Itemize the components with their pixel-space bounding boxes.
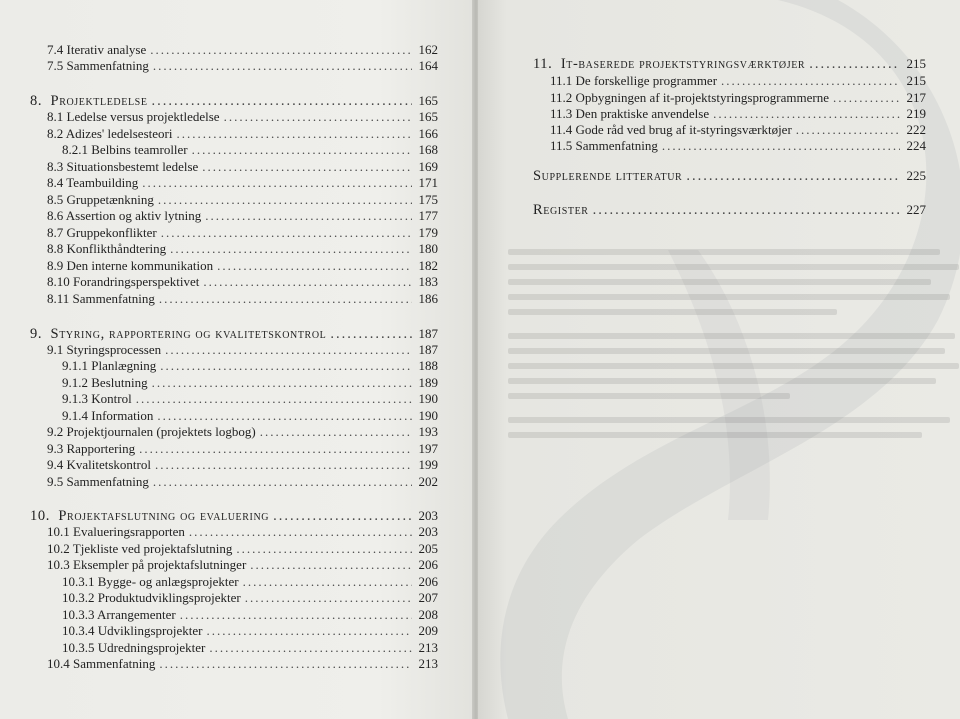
toc-page-number: 177 — [418, 208, 438, 223]
toc-entry — [550, 122, 926, 138]
dot-leader — [176, 126, 412, 142]
toc-entry — [47, 241, 438, 257]
toc-entry-label: Projektjournalen (projektets logbog) — [66, 424, 256, 439]
dot-leader — [152, 93, 412, 109]
toc-entry-title — [47, 342, 161, 358]
toc-page-number: 224 — [906, 138, 926, 153]
toc-entry-label: Supplerende litteratur — [533, 168, 683, 184]
toc-page-number: 227 — [906, 202, 926, 217]
toc-entry — [47, 457, 438, 473]
toc-entry — [62, 623, 438, 639]
toc-page-number: 213 — [418, 640, 438, 655]
dot-leader — [833, 90, 900, 106]
toc-entry-label: Sammenfatning — [66, 474, 149, 489]
dot-leader — [136, 391, 412, 407]
toc-page-number: 202 — [418, 474, 438, 489]
toc-entry — [62, 142, 438, 158]
toc-page-number: 162 — [418, 42, 438, 57]
toc-entry — [47, 524, 438, 540]
toc-entry-title — [62, 358, 156, 374]
toc-entry-label: Eksempler på projektafslutninger — [73, 557, 247, 572]
dot-leader — [139, 441, 412, 457]
show-through-paragraph — [508, 240, 960, 500]
toc-entry — [47, 541, 438, 557]
dot-leader — [159, 656, 412, 672]
toc-entry-number: 8.10 — [47, 274, 70, 289]
toc-entry-number: 8.1 — [47, 109, 64, 124]
toc-page-number: 206 — [418, 574, 438, 589]
toc-page-number: 197 — [418, 441, 438, 456]
toc-entry-number: 10.3.2 — [62, 590, 95, 605]
dot-leader — [159, 291, 412, 307]
toc-entry-title — [47, 291, 155, 307]
dot-leader — [713, 106, 900, 122]
toc-chapter-entry — [533, 168, 926, 184]
toc-entry — [62, 590, 438, 606]
toc-entry-label: Sammenfatning — [72, 291, 155, 306]
dot-leader — [796, 122, 900, 138]
toc-entry-number: 8.5 — [47, 192, 64, 207]
toc-page-number: 193 — [418, 424, 438, 439]
toc-entry-number: 9.5 — [47, 474, 64, 489]
dot-leader — [273, 508, 412, 524]
toc-page-number: 206 — [418, 557, 438, 572]
toc-page-number: 225 — [906, 168, 926, 183]
toc-entry-title — [47, 109, 220, 125]
toc-entry — [62, 408, 438, 424]
dot-leader — [152, 375, 412, 391]
toc-entry-label: Bygge- og anlægsprojekter — [97, 574, 239, 589]
dot-leader — [157, 408, 412, 424]
dot-leader — [161, 225, 412, 241]
toc-entry-title — [47, 424, 256, 440]
toc-entry-number: 9.1.3 — [62, 391, 88, 406]
toc-entry-number: 11.3 — [550, 106, 573, 121]
toc-entry-label: Sammenfatning — [575, 138, 658, 153]
toc-page-number: 207 — [418, 590, 438, 605]
dot-leader — [189, 524, 412, 540]
toc-entry-label: Arrangementer — [97, 607, 176, 622]
toc-entry-label: Udviklingsprojekter — [97, 623, 203, 638]
toc-entry-title — [62, 408, 153, 424]
toc-entry — [47, 258, 438, 274]
toc-page-number: 213 — [418, 656, 438, 671]
toc-entry-number: 10.3.3 — [62, 607, 95, 622]
dot-leader — [330, 326, 412, 342]
toc-entry-title — [47, 225, 157, 241]
toc-entry-label: Projektafslutning og evaluering — [58, 508, 270, 524]
toc-entry-label: Belbins teamroller — [91, 142, 188, 157]
dot-leader — [206, 623, 412, 639]
toc-entry — [62, 358, 438, 374]
toc-entry-number: 10.1 — [47, 524, 70, 539]
toc-page-number: 222 — [906, 122, 926, 137]
toc-entry-label: Projektledelse — [50, 93, 148, 109]
dot-leader — [142, 175, 412, 191]
toc-page-number: 186 — [418, 291, 438, 306]
toc-page-number: 164 — [418, 58, 438, 73]
toc-entry-number: 8.2 — [47, 126, 64, 141]
toc-page-number: 168 — [418, 142, 438, 157]
toc-entry-label: Teambuilding — [66, 175, 139, 190]
toc-entry — [62, 607, 438, 623]
toc-entry — [47, 225, 438, 241]
dot-leader — [260, 424, 412, 440]
toc-entry-title — [47, 58, 149, 74]
toc-entry-title — [47, 441, 135, 457]
toc-entry-number: 8.3 — [47, 159, 64, 174]
toc-entry — [47, 42, 438, 58]
toc-entry-label: Situationsbestemt ledelse — [66, 159, 199, 174]
toc-page-number: 189 — [418, 375, 438, 390]
toc-chapter-entry — [30, 508, 438, 524]
toc-page-number: 205 — [418, 541, 438, 556]
toc-entry — [47, 474, 438, 490]
dot-leader — [160, 358, 412, 374]
toc-entry-title — [47, 274, 199, 290]
toc-entry-label: Gode råd ved brug af it-styringsværktøjer — [575, 122, 792, 137]
toc-entry-title — [47, 159, 198, 175]
toc-entry-number: 10. — [30, 508, 50, 524]
dot-leader — [243, 574, 412, 590]
dot-leader — [180, 607, 412, 623]
toc-entry-number: 10.3.5 — [62, 640, 95, 655]
toc-entry-title — [47, 656, 155, 672]
toc-page-number: 217 — [906, 90, 926, 105]
toc-entry-label: Evalueringsrapporten — [73, 524, 185, 539]
toc-entry-label: Den praktiske anvendelse — [575, 106, 710, 121]
dot-leader — [224, 109, 412, 125]
toc-entry — [62, 391, 438, 407]
toc-entry — [550, 73, 926, 89]
toc-chapter-entry — [30, 326, 438, 342]
toc-entry-number: 9.2 — [47, 424, 64, 439]
toc-page-number: 166 — [418, 126, 438, 141]
toc-entry-title — [30, 508, 269, 524]
toc-entry-number: 9.1 — [47, 342, 64, 357]
toc-entry-label: Rapportering — [66, 441, 136, 456]
toc-page-number: 182 — [418, 258, 438, 273]
toc-entry-label: Produktudviklingsprojekter — [97, 590, 241, 605]
toc-page-number: 219 — [906, 106, 926, 121]
toc-entry — [47, 424, 438, 440]
toc-entry-label: Udredningsprojekter — [97, 640, 206, 655]
dot-leader — [153, 474, 412, 490]
toc-entry — [47, 126, 438, 142]
toc-entry-label: Styring, rapportering og kvalitetskontrol — [50, 326, 327, 342]
toc-entry-title — [62, 142, 188, 158]
toc-entry-label: Styringsprocessen — [66, 342, 162, 357]
toc-entry-label: Beslutning — [91, 375, 148, 390]
toc-entry-label: Iterativ analyse — [66, 42, 147, 57]
toc-entry-label: Opbygningen af it-projektstyringsprogrammerne — [575, 90, 829, 105]
dot-leader — [192, 142, 412, 158]
dot-leader — [209, 640, 412, 656]
toc-entry-number: 9.1.2 — [62, 375, 88, 390]
toc-entry-number: 11.4 — [550, 122, 573, 137]
toc-entry-title — [550, 73, 717, 89]
toc-entry-label: Ledelse versus projektledelse — [66, 109, 220, 124]
toc-entry-title — [550, 122, 792, 138]
toc-entry-title — [47, 258, 213, 274]
toc-entry-title — [62, 590, 241, 606]
dot-leader — [203, 274, 412, 290]
toc-entry — [47, 291, 438, 307]
toc-entry-number: 10.3.1 — [62, 574, 95, 589]
toc-entry-number: 8.6 — [47, 208, 64, 223]
toc-entry-title — [62, 607, 176, 623]
toc-entry — [47, 159, 438, 175]
toc-entry-title — [47, 457, 151, 473]
toc-page-number: 187 — [418, 342, 438, 357]
toc-entry-title — [62, 375, 148, 391]
toc-entry-label: Register — [533, 202, 589, 218]
toc-chapter-entry — [30, 93, 438, 109]
toc-entry — [62, 375, 438, 391]
toc-entry-number: 9.1.4 — [62, 408, 88, 423]
toc-entry-label: Forandringsperspektivet — [73, 274, 200, 289]
toc-entry-title — [62, 391, 132, 407]
toc-page-number: 180 — [418, 241, 438, 256]
toc-entry-number: 10.3 — [47, 557, 70, 572]
toc-entry-title — [30, 326, 326, 342]
toc-entry-title — [62, 574, 239, 590]
toc-entry-label: Gruppetænkning — [66, 192, 154, 207]
toc-entry-label: Den interne kommunikation — [66, 258, 214, 273]
toc-chapter-entry — [533, 202, 926, 218]
toc-entry-title — [47, 541, 232, 557]
toc-entry-title — [533, 168, 682, 184]
dot-leader — [245, 590, 412, 606]
toc-entry-title — [62, 623, 202, 639]
toc-entry-title — [47, 192, 154, 208]
toc-entry-number: 9. — [30, 326, 43, 342]
dot-leader — [158, 192, 412, 208]
toc-entry — [62, 574, 438, 590]
toc-page-number: 169 — [418, 159, 438, 174]
toc-page-number: 187 — [418, 326, 438, 341]
toc-entry-title — [47, 524, 185, 540]
toc-entry-title — [47, 42, 146, 58]
dot-leader — [170, 241, 412, 257]
toc-entry — [47, 208, 438, 224]
toc-entry-title — [47, 241, 166, 257]
toc-entry-label: Sammenfatning — [66, 58, 149, 73]
toc-entry-number: 11.2 — [550, 90, 573, 105]
toc-entry-title — [47, 175, 138, 191]
toc-entry-title — [62, 640, 205, 656]
dot-leader — [217, 258, 412, 274]
dot-leader — [202, 159, 412, 175]
toc-entry-title — [533, 56, 805, 72]
toc-entry-number: 8.11 — [47, 291, 70, 306]
toc-entry-label: Adizes' ledelsesteori — [65, 126, 173, 141]
toc-entry-title — [47, 208, 201, 224]
toc-page-number: 165 — [418, 93, 438, 108]
toc-page-number: 215 — [906, 73, 926, 88]
dot-leader — [686, 168, 900, 184]
dot-leader — [236, 541, 412, 557]
toc-entry-number: 8.7 — [47, 225, 64, 240]
toc-entry-label: Kontrol — [91, 391, 132, 406]
toc-entry-label: Konflikthåndtering — [66, 241, 167, 256]
dot-leader — [662, 138, 900, 154]
toc-entry-number: 8. — [30, 93, 43, 109]
toc-entry-number: 9.3 — [47, 441, 64, 456]
toc-entry — [550, 138, 926, 154]
toc-page-number: 183 — [418, 274, 438, 289]
toc-entry-label: It-baserede projektstyringsværktøjer — [560, 56, 806, 72]
dot-leader — [150, 42, 412, 58]
toc-page-number: 190 — [418, 391, 438, 406]
toc-entry-label: Kvalitetskontrol — [66, 457, 151, 472]
toc-entry — [47, 441, 438, 457]
toc-entry — [47, 175, 438, 191]
toc-entry-number: 8.9 — [47, 258, 64, 273]
toc-page-number: 203 — [418, 524, 438, 539]
toc-page-number: 188 — [418, 358, 438, 373]
toc-page-number: 175 — [418, 192, 438, 207]
dot-leader — [153, 58, 412, 74]
toc-entry-number: 10.4 — [47, 656, 70, 671]
toc-entry-label: Assertion og aktiv lytning — [65, 208, 202, 223]
toc-entry-label: Tjekliste ved projektafslutning — [72, 541, 233, 556]
toc-page-number: 190 — [418, 408, 438, 423]
toc-entry — [47, 557, 438, 573]
toc-entry-number: 7.4 — [47, 42, 64, 57]
toc-page-number: 203 — [418, 508, 438, 523]
right-page — [478, 0, 960, 719]
toc-entry-title — [550, 138, 658, 154]
toc-entry-number: 8.4 — [47, 175, 64, 190]
toc-entry-label: Information — [91, 408, 154, 423]
dot-leader — [165, 342, 412, 358]
toc-entry-title — [47, 474, 149, 490]
dot-leader — [250, 557, 412, 573]
toc-entry-number: 9.4 — [47, 457, 64, 472]
toc-entry-label: Planlægning — [91, 358, 157, 373]
dot-leader — [721, 73, 900, 89]
toc-entry-number: 10.2 — [47, 541, 70, 556]
toc-entry-title — [47, 557, 246, 573]
toc-entry — [47, 109, 438, 125]
toc-entry-number: 11.5 — [550, 138, 573, 153]
toc-page-number: 199 — [418, 457, 438, 472]
toc-entry-title — [550, 90, 829, 106]
toc-page-number: 208 — [418, 607, 438, 622]
dot-leader — [593, 202, 900, 218]
toc-entry — [550, 90, 926, 106]
toc-entry — [47, 656, 438, 672]
toc-page-number: 215 — [906, 56, 926, 71]
toc-chapter-entry — [533, 56, 926, 72]
toc-entry-title — [30, 93, 148, 109]
toc-entry-number: 8.8 — [47, 241, 64, 256]
toc-page-number: 179 — [418, 225, 438, 240]
toc-entry-title — [47, 126, 172, 142]
dot-leader — [155, 457, 412, 473]
toc-entry-number: 9.1.1 — [62, 358, 88, 373]
toc-entry-label: De forskellige programmer — [575, 73, 718, 88]
dot-leader — [809, 56, 900, 72]
toc-entry — [47, 192, 438, 208]
toc-entry-number: 7.5 — [47, 58, 64, 73]
toc-entry — [550, 106, 926, 122]
toc-entry-number: 11. — [533, 56, 553, 72]
toc-entry — [47, 58, 438, 74]
toc-entry-title — [533, 202, 589, 218]
toc-entry-number: 11.1 — [550, 73, 573, 88]
toc-entry-number: 8.2.1 — [62, 142, 88, 157]
dot-leader — [205, 208, 412, 224]
toc-entry-number: 10.3.4 — [62, 623, 95, 638]
toc-entry — [62, 640, 438, 656]
toc-page-number: 171 — [418, 175, 438, 190]
left-page — [0, 0, 474, 719]
toc-entry-label: Sammenfatning — [73, 656, 156, 671]
toc-entry-title — [550, 106, 709, 122]
toc-entry-label: Gruppekonflikter — [66, 225, 157, 240]
toc-entry — [47, 274, 438, 290]
toc-page-number: 209 — [418, 623, 438, 638]
toc-page-number: 165 — [418, 109, 438, 124]
toc-entry — [47, 342, 438, 358]
